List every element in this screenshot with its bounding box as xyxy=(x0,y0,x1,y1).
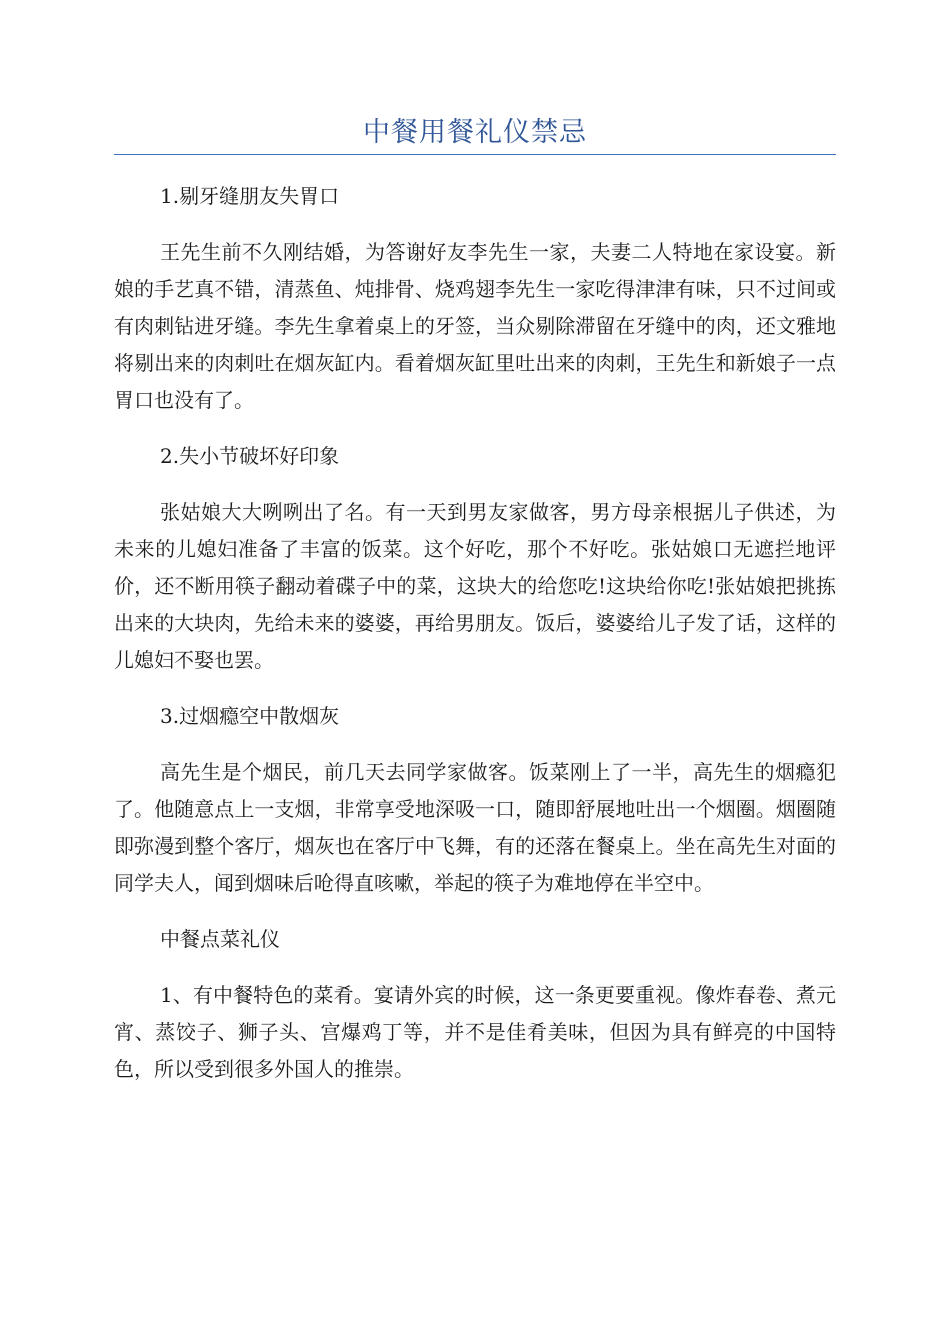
document-title: 中餐用餐礼仪禁忌 xyxy=(363,117,587,148)
paragraph: 张姑娘大大咧咧出了名。有一天到男友家做客，男方母亲根据儿子供述，为未来的儿媳妇准备了丰富的饭菜。这个好吃，那个不好吃。张姑娘口无遮拦地评价，还不断用筷子翻动着碟子中的菜，这块大的给您吃!这块给你吃!张姑娘把挑拣出来的大块肉，先给未来的婆婆，再给男朋友。饭后，婆婆给儿子发了话，这样的儿媳妇不娶也罢。 xyxy=(114,500,836,672)
paragraph: 王先生前不久刚结婚，为答谢好友李先生一家，夫妻二人特地在家设宴。新娘的手艺真不错，清蒸鱼、炖排骨、烧鸡翅李先生一家吃得津津有味，只不过间或有肉刺钻进牙缝。李先生拿着桌上的牙签，当众剔除滞留在牙缝中的肉，还文雅地将剔出来的肉刺吐在烟灰缸内。看着烟灰缸里吐出来的肉刺，王先生和新娘子一点胃口也没有了。 xyxy=(114,240,836,412)
paragraph: 高先生是个烟民，前几天去同学家做客。饭菜刚上了一半，高先生的烟瘾犯了。他随意点上一支烟，非常享受地深吸一口，随即舒展地吐出一个烟圈。烟圈随即弥漫到整个客厅，烟灰也在客厅中飞舞，有的还落在餐桌上。坐在高先生对面的同学夫人，闻到烟味后呛得直咳嗽，举起的筷子为难地停在半空中。 xyxy=(114,760,836,895)
section-heading: 1.剔牙缝朋友失胃口 xyxy=(160,184,340,208)
section-heading: 3.过烟瘾空中散烟灰 xyxy=(160,704,340,728)
section-heading: 2.失小节破坏好印象 xyxy=(160,444,340,468)
document-body xyxy=(114,178,836,1107)
section-heading: 中餐点菜礼仪 xyxy=(160,927,280,951)
paragraph: 1、有中餐特色的菜肴。宴请外宾的时候，这一条更要重视。像炸春卷、煮元宵、蒸饺子、狮子头、宫爆鸡丁等，并不是佳肴美味，但因为具有鲜亮的中国特色，所以受到很多外国人的推崇。 xyxy=(114,983,836,1081)
title-underline xyxy=(114,154,836,155)
